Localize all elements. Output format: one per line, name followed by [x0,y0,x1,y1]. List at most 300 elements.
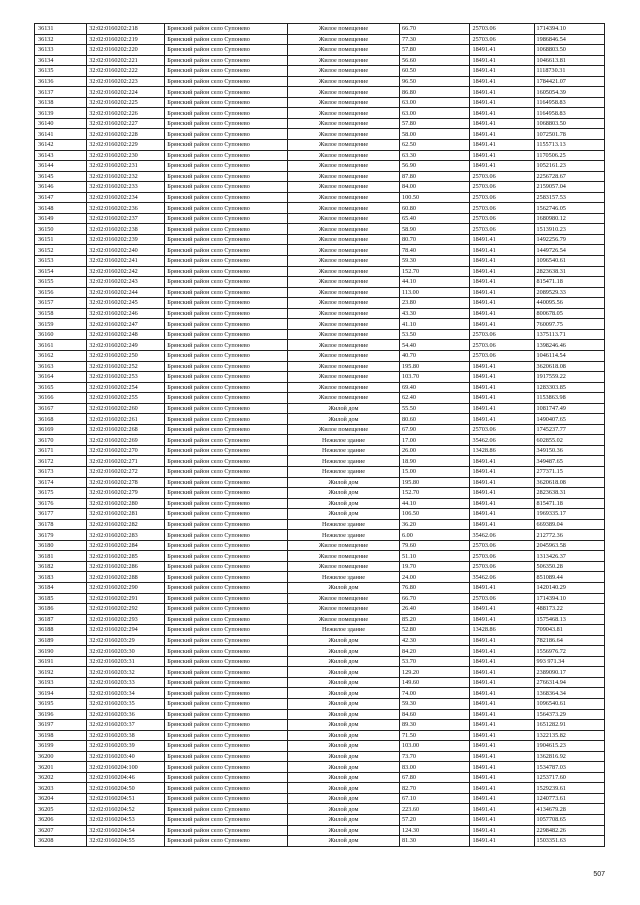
row-number-cell: 36153 [35,256,87,267]
rate-cell: 25703.06 [470,350,534,361]
address-cell: Брянский район село Супонево [165,287,288,298]
rate-cell: 18491.41 [470,308,534,319]
rate-cell: 25703.06 [470,171,534,182]
cadastral-value-cell: 277371.15 [534,466,605,477]
object-type-cell: Жилой дом [287,667,399,678]
row-number-cell: 36192 [35,667,87,678]
row-number-cell: 36136 [35,76,87,87]
cadastral-number-cell: 32:02:0160202:285 [87,551,165,562]
table-row [35,825,605,836]
cadastral-value-cell: 1680980.12 [534,213,605,224]
row-number-cell: 36188 [35,625,87,636]
cadastral-value-cell: 1556976.72 [534,646,605,657]
row-number-cell: 36186 [35,604,87,615]
cadastral-value-cell: 1513910.23 [534,224,605,235]
rate-cell: 18491.41 [470,730,534,741]
cadastral-number-cell: 32:02:0160202:241 [87,256,165,267]
cadastral-number-cell: 32:02:0160203:31 [87,656,165,667]
address-cell: Брянский район село Супонево [165,772,288,783]
cadastral-value-cell: 1322135.82 [534,730,605,741]
table-row [35,66,605,77]
cadastral-value-cell: 1714394.10 [534,24,605,35]
rate-cell: 18491.41 [470,667,534,678]
rate-cell: 18491.41 [470,656,534,667]
area-cell: 152.70 [400,266,470,277]
table-row [35,677,605,688]
cadastral-value-cell: 2256728.67 [534,171,605,182]
cadastral-number-cell: 32:02:0160203:36 [87,709,165,720]
cadastral-number-cell: 32:02:0160202:281 [87,509,165,520]
table-row [35,466,605,477]
rate-cell: 18491.41 [470,361,534,372]
rate-cell: 18491.41 [470,488,534,499]
cadastral-value-cell: 815471.18 [534,498,605,509]
rate-cell: 18491.41 [470,140,534,151]
area-cell: 53.50 [400,329,470,340]
table-row [35,656,605,667]
rate-cell: 35462.06 [470,572,534,583]
table-row [35,350,605,361]
address-cell: Брянский район село Супонево [165,224,288,235]
row-number-cell: 36177 [35,509,87,520]
area-cell: 77.30 [400,34,470,45]
row-number-cell: 36138 [35,97,87,108]
object-type-cell: Жилое помещение [287,350,399,361]
area-cell: 60.50 [400,66,470,77]
object-type-cell: Жилое помещение [287,224,399,235]
area-cell: 74.00 [400,688,470,699]
address-cell: Брянский район село Супонево [165,372,288,383]
cadastral-value-cell: 1313426.37 [534,551,605,562]
address-cell: Брянский район село Супонево [165,741,288,752]
cadastral-number-cell: 32:02:0160202:282 [87,519,165,530]
address-cell: Брянский район село Супонево [165,414,288,425]
cadastral-number-cell: 32:02:0160203:34 [87,688,165,699]
cadastral-value-cell: 993 971.34 [534,656,605,667]
area-cell: 65.40 [400,213,470,224]
object-type-cell: Нежилое здание [287,445,399,456]
row-number-cell: 36200 [35,751,87,762]
table-row [35,614,605,625]
cadastral-number-cell: 32:02:0160202:224 [87,87,165,98]
area-cell: 53.70 [400,656,470,667]
row-number-cell: 36146 [35,182,87,193]
object-type-cell: Жилое помещение [287,593,399,604]
area-cell: 24.00 [400,572,470,583]
address-cell: Брянский район село Супонево [165,108,288,119]
rate-cell: 25703.06 [470,213,534,224]
cadastral-number-cell: 32:02:0160202:230 [87,150,165,161]
address-cell: Брянский район село Супонево [165,582,288,593]
cadastral-number-cell: 32:02:0160202:248 [87,329,165,340]
object-type-cell: Жилое помещение [287,161,399,172]
address-cell: Брянский район село Супонево [165,751,288,762]
registry-table-container [34,23,605,847]
area-cell: 195.80 [400,361,470,372]
address-cell: Брянский район село Супонево [165,551,288,562]
row-number-cell: 36172 [35,456,87,467]
area-cell: 71.50 [400,730,470,741]
object-type-cell: Жилое помещение [287,182,399,193]
object-type-cell: Жилое помещение [287,614,399,625]
rate-cell: 18491.41 [470,677,534,688]
address-cell: Брянский район село Супонево [165,203,288,214]
cadastral-number-cell: 32:02:0160203:40 [87,751,165,762]
rate-cell: 25703.06 [470,182,534,193]
cadastral-value-cell: 2045963.58 [534,540,605,551]
rate-cell: 18491.41 [470,519,534,530]
address-cell: Брянский район село Супонево [165,709,288,720]
address-cell: Брянский район село Супонево [165,762,288,773]
object-type-cell: Жилое помещение [287,150,399,161]
row-number-cell: 36140 [35,118,87,129]
rate-cell: 18491.41 [470,129,534,140]
table-row [35,456,605,467]
area-cell: 63.00 [400,97,470,108]
rate-cell: 25703.06 [470,424,534,435]
row-number-cell: 36204 [35,793,87,804]
row-number-cell: 36132 [35,34,87,45]
cadastral-number-cell: 32:02:0160202:292 [87,604,165,615]
rate-cell: 18491.41 [470,804,534,815]
row-number-cell: 36205 [35,804,87,815]
cadastral-number-cell: 32:02:0160202:237 [87,213,165,224]
cadastral-number-cell: 32:02:0160202:233 [87,182,165,193]
row-number-cell: 36185 [35,593,87,604]
table-row [35,815,605,826]
row-number-cell: 36181 [35,551,87,562]
cadastral-value-cell: 2159057.04 [534,182,605,193]
address-cell: Брянский район село Супонево [165,161,288,172]
table-row [35,509,605,520]
rate-cell: 18491.41 [470,245,534,256]
table-row [35,361,605,372]
address-cell: Брянский район село Супонево [165,593,288,604]
cadastral-number-cell: 32:02:0160202:245 [87,298,165,309]
rate-cell: 18491.41 [470,266,534,277]
area-cell: 58.00 [400,129,470,140]
rate-cell: 18491.41 [470,55,534,66]
rate-cell: 18491.41 [470,150,534,161]
address-cell: Брянский район село Супонево [165,171,288,182]
table-row [35,224,605,235]
cadastral-number-cell: 32:02:0160202:269 [87,435,165,446]
object-type-cell: Жилой дом [287,646,399,657]
row-number-cell: 36149 [35,213,87,224]
object-type-cell: Жилое помещение [287,171,399,182]
rate-cell: 18491.41 [470,393,534,404]
table-row [35,572,605,583]
cadastral-value-cell: 782186.64 [534,635,605,646]
cadastral-value-cell: 506350.28 [534,561,605,572]
table-row [35,256,605,267]
address-cell: Брянский район село Супонево [165,277,288,288]
table-row [35,762,605,773]
address-cell: Брянский район село Супонево [165,435,288,446]
cadastral-value-cell: 1398246.46 [534,340,605,351]
cadastral-number-cell: 32:02:0160202:228 [87,129,165,140]
cadastral-value-cell: 1170506.25 [534,150,605,161]
address-cell: Брянский район село Супонево [165,34,288,45]
object-type-cell: Жилое помещение [287,118,399,129]
cadastral-value-cell: 1534787.03 [534,762,605,773]
object-type-cell: Жилое помещение [287,604,399,615]
table-row [35,308,605,319]
area-cell: 40.70 [400,350,470,361]
rate-cell: 25703.06 [470,340,534,351]
rate-cell: 18491.41 [470,234,534,245]
cadastral-value-cell: 1529239.61 [534,783,605,794]
address-cell: Брянский район село Супонево [165,445,288,456]
table-row [35,793,605,804]
row-number-cell: 36141 [35,129,87,140]
row-number-cell: 36158 [35,308,87,319]
object-type-cell: Жилой дом [287,772,399,783]
area-cell: 152.70 [400,488,470,499]
cadastral-number-cell: 32:02:0160202:268 [87,424,165,435]
cadastral-value-cell: 1986846.54 [534,34,605,45]
object-type-cell: Жилой дом [287,751,399,762]
row-number-cell: 36187 [35,614,87,625]
address-cell: Брянский район село Супонево [165,804,288,815]
cadastral-number-cell: 32:02:0160203:38 [87,730,165,741]
address-cell: Брянский район село Супонево [165,572,288,583]
object-type-cell: Нежилое здание [287,572,399,583]
cadastral-value-cell: 1046613.81 [534,55,605,66]
rate-cell: 18491.41 [470,287,534,298]
area-cell: 80.60 [400,414,470,425]
object-type-cell: Жилой дом [287,582,399,593]
address-cell: Брянский район село Супонево [165,656,288,667]
object-type-cell: Жилое помещение [287,192,399,203]
table-row [35,76,605,87]
object-type-cell: Нежилое здание [287,466,399,477]
row-number-cell: 36190 [35,646,87,657]
object-type-cell: Жилое помещение [287,108,399,119]
object-type-cell: Жилой дом [287,804,399,815]
cadastral-number-cell: 32:02:0160203:29 [87,635,165,646]
cadastral-number-cell: 32:02:0160203:37 [87,720,165,731]
table-row [35,393,605,404]
area-cell: 6.00 [400,530,470,541]
rate-cell: 18491.41 [470,709,534,720]
cadastral-value-cell: 1081747.49 [534,403,605,414]
row-number-cell: 36198 [35,730,87,741]
address-cell: Брянский район село Супонево [165,699,288,710]
cadastral-value-cell: 1068803.50 [534,45,605,56]
cadastral-number-cell: 32:02:0160204:46 [87,772,165,783]
cadastral-number-cell: 32:02:0160202:279 [87,488,165,499]
object-type-cell: Жилой дом [287,477,399,488]
cadastral-number-cell: 32:02:0160202:271 [87,456,165,467]
table-row [35,97,605,108]
object-type-cell: Жилое помещение [287,24,399,35]
cadastral-value-cell: 1253717.60 [534,772,605,783]
cadastral-number-cell: 32:02:0160202:236 [87,203,165,214]
address-cell: Брянский район село Супонево [165,646,288,657]
table-row [35,772,605,783]
area-cell: 84.00 [400,182,470,193]
cadastral-number-cell: 32:02:0160202:284 [87,540,165,551]
cadastral-value-cell: 2583157.53 [534,192,605,203]
address-cell: Брянский район село Супонево [165,530,288,541]
rate-cell: 18491.41 [470,762,534,773]
area-cell: 81.30 [400,836,470,847]
area-cell: 103.70 [400,372,470,383]
cadastral-value-cell: 3620618.08 [534,361,605,372]
table-row [35,593,605,604]
area-cell: 63.00 [400,108,470,119]
area-cell: 57.80 [400,118,470,129]
address-cell: Брянский район село Супонево [165,815,288,826]
row-number-cell: 36160 [35,329,87,340]
table-row [35,140,605,151]
rate-cell: 18491.41 [470,319,534,330]
cadastral-number-cell: 32:02:0160202:222 [87,66,165,77]
cadastral-value-cell: 1283303.85 [534,382,605,393]
area-cell: 86.80 [400,87,470,98]
cadastral-number-cell: 32:02:0160203:30 [87,646,165,657]
rate-cell: 18491.41 [470,66,534,77]
table-row [35,519,605,530]
rate-cell: 18491.41 [470,466,534,477]
cadastral-number-cell: 32:02:0160202:234 [87,192,165,203]
cadastral-value-cell: 1046114.54 [534,350,605,361]
row-number-cell: 36182 [35,561,87,572]
address-cell: Брянский район село Супонево [165,498,288,509]
table-row [35,699,605,710]
cadastral-value-cell: 1714394.10 [534,593,605,604]
area-cell: 78.40 [400,245,470,256]
row-number-cell: 36142 [35,140,87,151]
cadastral-value-cell: 1072501.78 [534,129,605,140]
row-number-cell: 36163 [35,361,87,372]
object-type-cell: Жилой дом [287,783,399,794]
rate-cell: 18491.41 [470,836,534,847]
address-cell: Брянский район село Супонево [165,393,288,404]
cadastral-value-cell: 1240773.61 [534,793,605,804]
cadastral-value-cell: 760097.75 [534,319,605,330]
area-cell: 82.70 [400,783,470,794]
cadastral-number-cell: 32:02:0160204:100 [87,762,165,773]
object-type-cell: Жилое помещение [287,393,399,404]
cadastral-value-cell: 1490407.65 [534,414,605,425]
cadastral-value-cell: 349487.65 [534,456,605,467]
address-cell: Брянский район село Супонево [165,488,288,499]
table-row [35,24,605,35]
row-number-cell: 36151 [35,234,87,245]
address-cell: Брянский район село Супонево [165,540,288,551]
cadastral-value-cell: 1745237.77 [534,424,605,435]
table-row [35,192,605,203]
area-cell: 58.90 [400,224,470,235]
cadastral-value-cell: 851089.44 [534,572,605,583]
rate-cell: 18491.41 [470,118,534,129]
address-cell: Брянский район село Супонево [165,298,288,309]
row-number-cell: 36156 [35,287,87,298]
cadastral-number-cell: 32:02:0160202:249 [87,340,165,351]
area-cell: 89.30 [400,720,470,731]
rate-cell: 18491.41 [470,582,534,593]
cadastral-number-cell: 32:02:0160204:50 [87,783,165,794]
rate-cell: 13428.86 [470,625,534,636]
object-type-cell: Жилой дом [287,656,399,667]
address-cell: Брянский район село Супонево [165,308,288,319]
cadastral-value-cell: 1917559.22 [534,372,605,383]
cadastral-value-cell: 1492256.79 [534,234,605,245]
address-cell: Брянский район село Супонево [165,24,288,35]
rate-cell: 25703.06 [470,34,534,45]
rate-cell: 18491.41 [470,783,534,794]
object-type-cell: Жилой дом [287,677,399,688]
cadastral-number-cell: 32:02:0160202:231 [87,161,165,172]
address-cell: Брянский район село Супонево [165,382,288,393]
address-cell: Брянский район село Супонево [165,45,288,56]
area-cell: 73.70 [400,751,470,762]
table-body [35,24,605,847]
cadastral-number-cell: 32:02:0160204:55 [87,836,165,847]
cadastral-number-cell: 32:02:0160202:280 [87,498,165,509]
row-number-cell: 36208 [35,836,87,847]
table-row [35,55,605,66]
object-type-cell: Жилое помещение [287,319,399,330]
address-cell: Брянский район село Супонево [165,118,288,129]
area-cell: 62.50 [400,140,470,151]
table-row [35,477,605,488]
cadastral-value-cell: 212772.36 [534,530,605,541]
area-cell: 103.00 [400,741,470,752]
row-number-cell: 36191 [35,656,87,667]
table-row [35,540,605,551]
area-cell: 83.00 [400,762,470,773]
address-cell: Брянский район село Супонево [165,403,288,414]
object-type-cell: Жилой дом [287,793,399,804]
row-number-cell: 36161 [35,340,87,351]
area-cell: 84.20 [400,646,470,657]
cadastral-value-cell: 669389.04 [534,519,605,530]
cadastral-number-cell: 32:02:0160202:246 [87,308,165,319]
cadastral-value-cell: 2823638.31 [534,266,605,277]
area-cell: 18.90 [400,456,470,467]
row-number-cell: 36143 [35,150,87,161]
cadastral-number-cell: 32:02:0160202:290 [87,582,165,593]
object-type-cell: Жилое помещение [287,340,399,351]
area-cell: 57.80 [400,45,470,56]
area-cell: 129.20 [400,667,470,678]
cadastral-number-cell: 32:02:0160202:243 [87,277,165,288]
cadastral-number-cell: 32:02:0160202:278 [87,477,165,488]
rate-cell: 18491.41 [470,509,534,520]
table-row [35,667,605,678]
address-cell: Брянский район село Супонево [165,55,288,66]
area-cell: 76.80 [400,582,470,593]
row-number-cell: 36139 [35,108,87,119]
cadastral-value-cell: 1057708.65 [534,815,605,826]
row-number-cell: 36154 [35,266,87,277]
object-type-cell: Жилой дом [287,815,399,826]
table-row [35,382,605,393]
area-cell: 56.90 [400,161,470,172]
row-number-cell: 36201 [35,762,87,773]
area-cell: 62.40 [400,393,470,404]
table-row [35,150,605,161]
row-number-cell: 36164 [35,372,87,383]
cadastral-number-cell: 32:02:0160202:223 [87,76,165,87]
rate-cell: 25703.06 [470,593,534,604]
address-cell: Брянский район село Супонево [165,361,288,372]
cadastral-value-cell: 1375113.71 [534,329,605,340]
rate-cell: 18491.41 [470,76,534,87]
